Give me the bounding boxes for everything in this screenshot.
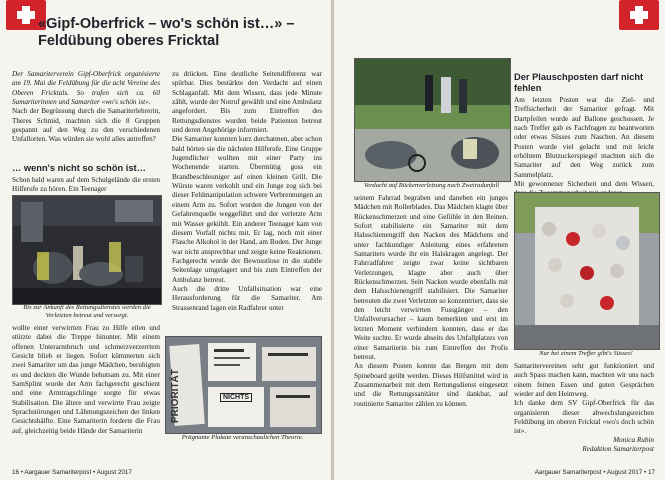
photo-night-rescue <box>12 195 162 305</box>
headline-line-1: «Gipf-Oberfrick – wo's schön ist…» – <box>38 16 295 32</box>
paragraph: An diesem Posten konnte das Bergen mit dem Spineboard geübt werden. Dieses Hilfsmittel wird in Zusammenarbeit mit dem Rettungsdienst eingesetzt und die Rettungssanitäter sind dankbar, auf routinierte Samariter zählen zu können. <box>354 362 508 408</box>
photo-caption-3: Verdacht auf Rückenverletzung nach Zweiradunfall <box>363 182 500 189</box>
left-column-1 <box>12 70 160 145</box>
photo-caption-4: Nur bei einem Treffer gibt's Süsses! <box>539 350 633 357</box>
caption-line: Bis zur Ankunft des Rettungsdienstes werden die <box>23 304 151 311</box>
section-subhead <box>514 72 654 94</box>
paragraph: Auch die dritte Unfallsituation war eine Herausforderung für die Samariter. Am Strassenrand lagen ein Radfahrer unter <box>172 284 322 312</box>
subhead-line: Der Plauschposten darf nicht <box>514 72 644 82</box>
right-column-2-top <box>514 96 654 199</box>
red-cross-logo <box>619 0 659 30</box>
photo-posters <box>165 336 322 434</box>
page-footer-left: 16 • Aargauer Samariterpost • August 2017 <box>12 469 132 476</box>
poster-word-prioritat: PRIORITÄT <box>170 369 181 423</box>
article-headline <box>38 16 328 50</box>
section-subhead: … wenn's nicht so schön ist… <box>12 163 146 173</box>
photo-caption-1 <box>12 304 162 320</box>
photo-balloons <box>514 192 660 350</box>
right-page <box>334 0 665 480</box>
right-column-1 <box>354 194 508 409</box>
subhead-line: fehlen <box>514 83 542 93</box>
paragraph: zu drücken. Eine deutliche Seitendifferenz war spürbar. Dies bestärkte den Verdacht auf einen Schlaganfall. Mit dem Wissen, dass jede Minute zählt, wurde der Notruf gewählt und eine Ambulanz angefordert. Bis zum Eintreffen des Rettungsdienstes wurden beide Patienten betreut und deren Angehörige informiert. <box>172 70 322 135</box>
paragraph: seinem Fahrrad begraben und daneben ein junges Mädchen mit Rollerblades. Das Mädchen klagte über Rückenschmerzen und eine Gefühle in den Beinen. Sofort stabilisierte ein Samariter mit dem Halsschienengriff den Nacken des Mädchens und unter fachkundiger Anleitung eines erfahrenen Samariters wurde ihr ein Halskragen angelegt. Der Fahrradfahrer zeigte zwar keine sichtbaren Verletzungen, klagte aber auch über Rückenschmerzen. Sein Nacken wurde ebenfalls mit dem Halsschienengriff stabilisiert. Die Samariter betreuten die zwei Verletzten so konzentriert, dass sie den leicht verwirrten Fussgänger – den Unfallverursacher – kaum bemerkten und erst im letzten Moment verhindern konnten, dass er das Weite suchte. Er wurde abseits des Unfallplatzes von einer Samariterin bis zum Eintreffen der Profis betreut. <box>354 194 508 361</box>
paragraph: Die Samariter konnten kurz durchatmen, aber schon bald hörten sie die nächsten Hilferufe. Eine Gruppe Jugendlicher wollten mit einer Party ins Wochenende starten. Übermütig goss ein Brandbeschleuniger auf einen kleinen Grill. Die Würste waren verkohlt und ein Junge zog sich bei dieser Fehlmanipulation schwere Verbrennungen an einem Arm zu. Sofort wurden die Jungen von der Gefahrenquelle weggeführt und der verletzte Arm mit Wasser gekühlt. Ein anderer Teenager kam von diesem Vorfall nichts mit. Er lag, noch mit einer Flasche Alkohol in der Hand, am Boden. Der Junge war nicht ansprechbar und zeigte keine Reaktionen. Fachgerecht wurde der Bewusstlose in die stabile Seitenlage umgelagert und bis zum Eintreffen der Ambulanz betreut. <box>172 135 322 284</box>
paragraph: Schon bald waren auf dem Schulgelände die ersten Hilferufe zu hören. Ein Teenager <box>12 176 160 194</box>
signature-name: Monica Rubin <box>613 436 654 444</box>
signature-role: Redaktion Samariterpost <box>582 445 654 454</box>
caption-line: Verletzten betreut und versorgt. <box>45 312 129 320</box>
paragraph: Ich danke dem SV Gipf-Oberfrick für das organisieren dieser abwechslungsreichen Feldübung im oberen Fricktal «wo's doch schön ist». <box>514 399 654 436</box>
left-page <box>0 0 331 480</box>
paragraph: Nach der Begrüssung durch die Samariterlehrerin, Theres Schmid, machten sich die 8 Gruppen gespannt auf den Weg zu den verschiedenen Unfallorten. Was würden sie wohl alles antreffen? <box>12 107 160 144</box>
photo-caption-2: Prägnante Plakate veranschaulichen Theorie. <box>181 434 304 441</box>
left-bottom-text: wollte einer verwirrten Frau zu Hilfe eilen und stürzte dabei die Treppe hinunter. Mit einem offenen Unterarmbruch und schmerzverzerrtem Gesicht blieb er liegen. Sofort kümmerten sich zwei Samariter um das junge Mädchen, beruhigten es und deckten die Wunde behutsam zu. Mit einer SamSplint wurde der Arm fachgerecht geschient und eine Armtragschlinge sorgte für etwas Stabilisation. Die ältere und verwirrte Frau zeigte Sprachstörungen und Lähmungszeichen der linken Gesichtshälfte. Eine Samariterin forderte die Frau auf, gleichzeitig beide Hände der Samariterin <box>12 324 160 435</box>
poster-word-nichts: NICHTS <box>220 393 252 402</box>
paragraph: Mit gewonnener Sicherheit und dem Wissen, <box>514 180 654 189</box>
paragraph: Samaritervereinen sehr gut funktioniert und auch Spass machen kann, machten wir uns nach einem feinen Essen und guten Gesprächen wieder auf den Heimweg. <box>514 362 654 399</box>
right-column-2-bottom <box>514 362 654 437</box>
signature <box>514 436 654 455</box>
lead-paragraph: Der Samariterverein Gipf-Oberfrick organisierte am 19. Mai die Feldübung für die acht Vereine des Oberen Fricktals. So trafen sich ca. 60 Samariterinnen und Samariter «wo's schön ist». <box>12 70 160 107</box>
left-column-2 <box>172 70 322 313</box>
photo-bike-accident <box>354 58 511 182</box>
paragraph: Am letzten Posten war die Ziel- und Treffsicherheit der Samariter gefragt. Mit Dartpfeilen wurde auf Ballone geschossen. Je nach Treffer gab es Fachfragen zu beantworten oder etwas Süsses zum Naschen. An diesem Posten wurde viel gelacht und mit leicht erhöhtem Blutzuckerspiegel machten sich die Samariter auf den Weg zurück zum Sammelplatz. <box>514 96 654 179</box>
page-footer-right: Aargauer Samariterpost • August 2017 • 17 <box>534 469 655 476</box>
headline-line-2: Feldübung oberes Fricktal <box>38 33 220 49</box>
